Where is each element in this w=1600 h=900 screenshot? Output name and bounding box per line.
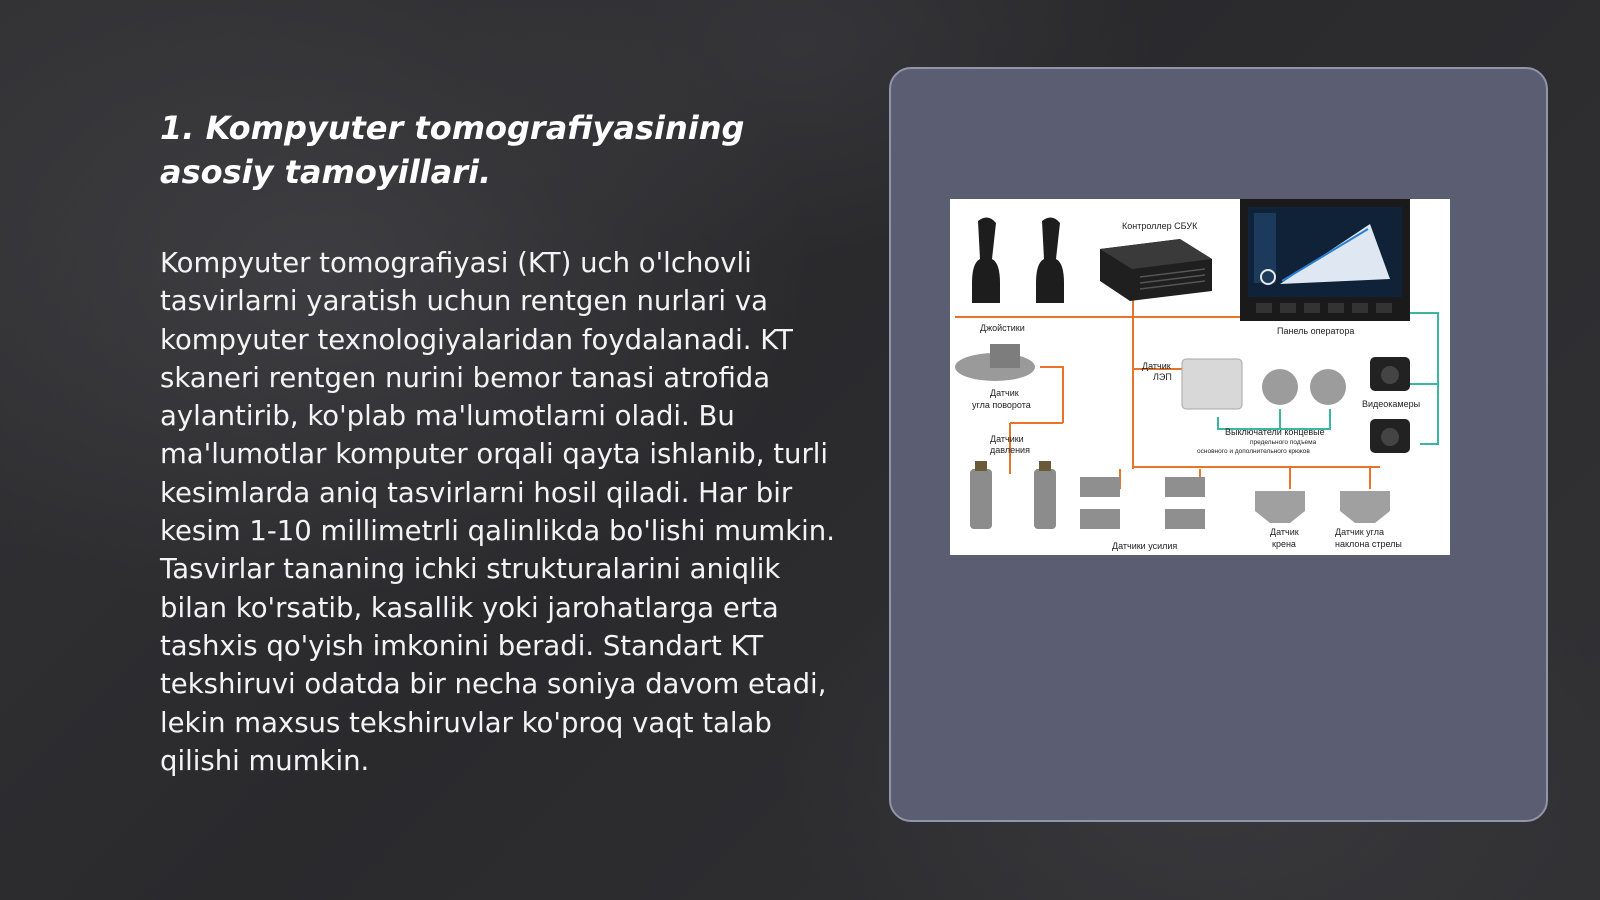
label-controller: Контроллер СБУК bbox=[1122, 221, 1198, 231]
label-boom-angle-sensor-line2: наклона стрелы bbox=[1335, 539, 1402, 549]
label-roll-sensor-line2: крена bbox=[1272, 539, 1296, 549]
label-roll-sensor-line1: Датчик bbox=[1270, 527, 1299, 537]
label-lep-sensor-line1: Датчик bbox=[1142, 361, 1171, 371]
diagram-svg bbox=[950, 199, 1450, 555]
slide-title: 1. Kompyuter tomografiyasining asosiy tamoyillari. bbox=[160, 109, 745, 191]
label-limit-switches-line1: Выключатели концевые bbox=[1225, 427, 1325, 437]
label-lep-sensor-line2: ЛЭП bbox=[1153, 372, 1172, 382]
label-rotation-sensor-line2: угла поворота bbox=[972, 400, 1031, 410]
label-operator-panel: Панель оператора bbox=[1277, 326, 1355, 336]
label-boom-angle-sensor-line1: Датчик угла bbox=[1335, 527, 1385, 537]
label-joysticks: Джойстики bbox=[980, 323, 1025, 333]
label-pressure-sensors-line2: давления bbox=[990, 445, 1030, 455]
label-cameras: Видеокамеры bbox=[1362, 399, 1421, 409]
label-rotation-sensor-line1: Датчик bbox=[990, 388, 1019, 398]
label-pressure-sensors-line1: Датчики bbox=[990, 434, 1024, 444]
crane-safety-system-diagram bbox=[950, 199, 1450, 555]
slide-body-text: Kompyuter tomografiyasi (KT) uch o'lchovli tasvirlarni yaratish uchun rentgen nurlari va kompyuter texnologiyalaridan foydalanadi. KT skaneri rentgen nurini bemor tanasi atrofida aylantirib, ko'plab ma'lumotlarni oladi. Bu ma'lumotlar komputer orqali qayta ishlanib, turli kesimlarda aniq tasvirlarni hosil qiladi. Har bir kesim 1-10 millimetrli qalinlikda bo'lishi mumkin. Tasvirlar tananing ichki strukturalarini aniqlik bilan ko'rsatib, kasallik yoki jarohatlarga erta tashxis qo'yish imkonini beradi. Standart KT tekshiruvi odatda bir necha soniya davom etadi, lekin maxsus tekshiruvlar ko'proq vaqt talab qilishi mumkin. bbox=[160, 247, 835, 777]
label-force-sensors: Датчики усилия bbox=[1112, 541, 1178, 551]
label-limit-switches-line2: предельного подъема bbox=[1250, 439, 1317, 446]
operator-panel-icon bbox=[1240, 199, 1410, 321]
lep-sensor-icon bbox=[1182, 359, 1242, 409]
label-limit-switches-line3: основного и дополнительного крюков bbox=[1197, 448, 1310, 455]
